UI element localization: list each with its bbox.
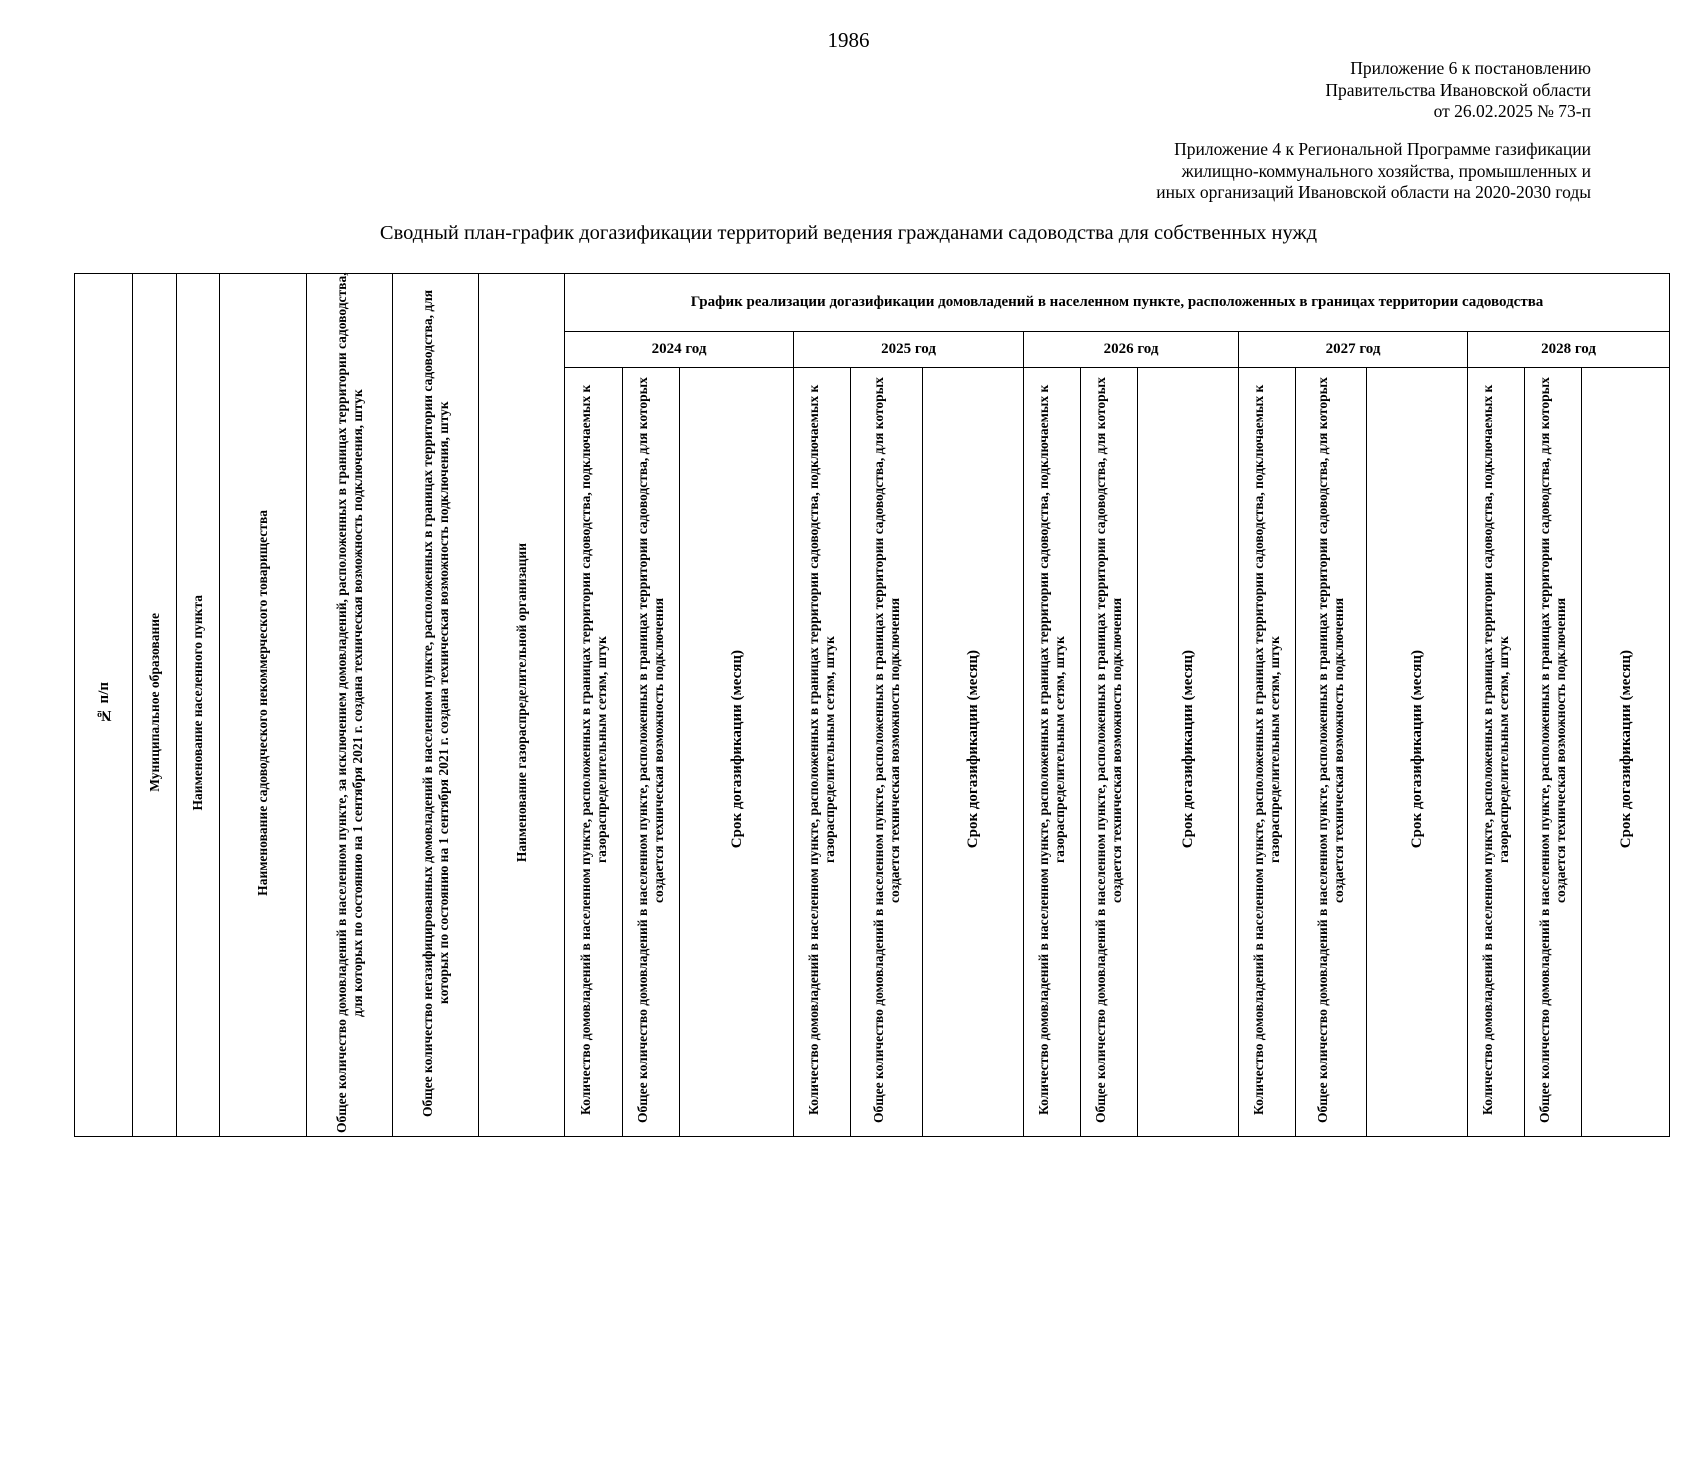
- header-connected-count: Количество домовладений в населенном пункте, расположенных в границах территории садоводства, подключаемых к газораспределительным сетям, штук: [1239, 368, 1296, 1137]
- attachment-4-block: [1156, 139, 1591, 204]
- header-municipality: Муниципальное образование: [133, 274, 177, 1137]
- header-connected-count: Количество домовладений в населенном пункте, расположенных в границах территории садоводства, подключаемых к газораспределительным сетям, штук: [1024, 368, 1081, 1137]
- header-deadline: Срок догазификации (месяц): [1582, 368, 1670, 1137]
- header-connected-count: Количество домовладений в населенном пункте, расположенных в границах территории садоводства, подключаемых к газораспределительным сетям, штук: [794, 368, 851, 1137]
- schedule-table: [74, 273, 1670, 1137]
- attachment-6-block: [1325, 58, 1591, 123]
- schedule-header: График реализации догазификации домовладений в населенном пункте, расположенных в границах территории садоводства: [565, 274, 1670, 332]
- header-num: № п/п: [75, 274, 133, 1137]
- header-total-households: Общее количество домовладений в населенном пункте, за исключением домовладений, расположенных в границах территории садоводства, для которых по состоянию на 1 сентября 2021 г. создана техническая возможность подключения, штук: [307, 274, 393, 1137]
- page-number: 1986: [827, 28, 870, 52]
- header-non-gasified: Общее количество негазифицированных домовладений в населенном пункте, расположенных в границах территории садоводства, для которых по состоянию на 1 сентября 2021 г. создана техническая возможность подключения, штук: [393, 274, 479, 1137]
- header-technical-possibility: Общее количество домовладений в населенном пункте, расположенных в границах территории садоводства, для которых создается техническая возможность подключения: [1081, 368, 1138, 1137]
- year-header: 2027 год: [1239, 332, 1468, 368]
- header-technical-possibility: Общее количество домовладений в населенном пункте, расположенных в границах территории садоводства, для которых создается техническая возможность подключения: [851, 368, 923, 1137]
- header-deadline: Срок догазификации (месяц): [680, 368, 794, 1137]
- header-technical-possibility: Общее количество домовладений в населенном пункте, расположенных в границах территории садоводства, для которых создается техническая возможность подключения: [623, 368, 680, 1137]
- header-settlement: Наименование населенного пункта: [177, 274, 220, 1137]
- year-header: 2028 год: [1468, 332, 1670, 368]
- header-gas-org: Наименование газораспределительной организации: [479, 274, 565, 1137]
- attachment-4-line: Приложение 4 к Региональной Программе газификации: [1174, 139, 1591, 159]
- attachment-4-line: иных организаций Ивановской области на 2020-2030 годы: [1156, 182, 1591, 202]
- year-header: 2026 год: [1024, 332, 1239, 368]
- attachment-6-line: от 26.02.2025 № 73-п: [1433, 101, 1591, 121]
- header-technical-possibility: Общее количество домовладений в населенном пункте, расположенных в границах территории садоводства, для которых создается техническая возможность подключения: [1525, 368, 1582, 1137]
- header-partnership: Наименование садоводческого некоммерческого товарищества: [220, 274, 307, 1137]
- header-connected-count: Количество домовладений в населенном пункте, расположенных в границах территории садоводства, подключаемых к газораспределительным сетям, штук: [1468, 368, 1525, 1137]
- header-technical-possibility: Общее количество домовладений в населенном пункте, расположенных в границах территории садоводства, для которых создается техническая возможность подключения: [1296, 368, 1367, 1137]
- header-deadline: Срок догазификации (месяц): [1367, 368, 1468, 1137]
- header-deadline: Срок догазификации (месяц): [923, 368, 1024, 1137]
- attachment-6-line: Правительства Ивановской области: [1325, 79, 1591, 100]
- attachment-6-line: Приложение 6 к постановлению: [1350, 58, 1591, 78]
- year-header: 2025 год: [794, 332, 1024, 368]
- header-connected-count: Количество домовладений в населенном пункте, расположенных в границах территории садоводства, подключаемых к газораспределительным сетям, штук: [565, 368, 623, 1137]
- attachment-4-line: жилищно-коммунального хозяйства, промышленных и: [1181, 160, 1591, 181]
- header-deadline: Срок догазификации (месяц): [1138, 368, 1239, 1137]
- document-title: Сводный план-график догазификации территорий ведения гражданами садоводства для собственных нужд: [379, 222, 1318, 244]
- year-header: 2024 год: [565, 332, 794, 368]
